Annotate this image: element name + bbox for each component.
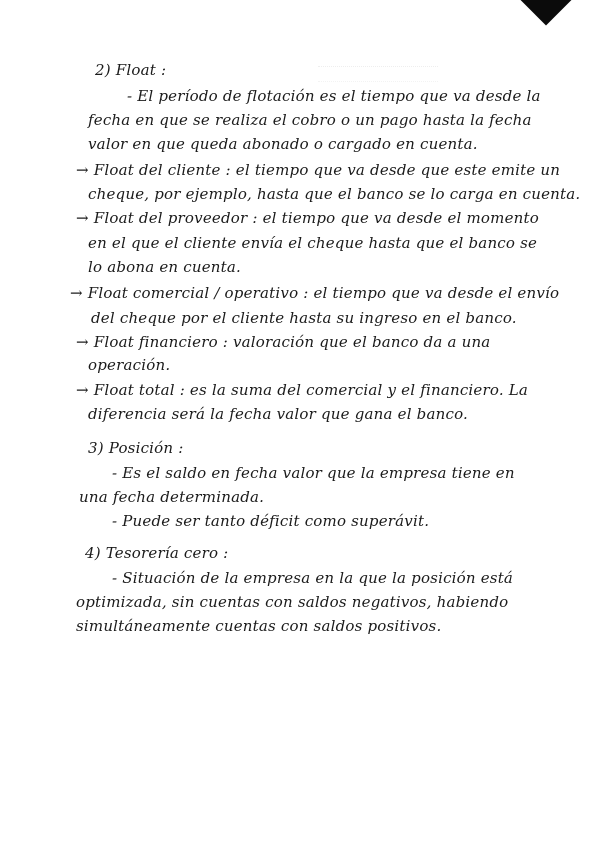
float-financiero-line-2: operación. (88, 356, 171, 374)
float-definition-line-1: - El período de flotación es el tiempo que va desde la (127, 87, 541, 105)
float-definition-line-3: valor en que queda abonado o cargado en cuenta. (88, 135, 478, 153)
section-2-heading: 2) Float : (95, 61, 167, 79)
float-financiero-line-1: → Float financiero : valoración que el banco da a una (76, 333, 491, 351)
posicion-line-2: una fecha determinada. (79, 488, 265, 506)
section-3-heading: 3) Posición : (88, 439, 184, 457)
float-cliente-line-2: cheque, por ejemplo, hasta que el banco se lo carga en cuenta. (88, 185, 581, 203)
section-4-heading: 4) Tesorería cero : (85, 544, 229, 562)
faint-bleed-through (318, 66, 438, 82)
tesoreria-cero-line-2: optimizada, sin cuentas con saldos negativos, habiendo (76, 593, 509, 611)
posicion-line-1: - Es el saldo en fecha valor que la empresa tiene en (112, 464, 515, 482)
float-proveedor-line-1: → Float del proveedor : el tiempo que va desde el momento (76, 209, 539, 227)
page-corner-mark (521, 0, 572, 25)
float-proveedor-line-3: lo abona en cuenta. (88, 258, 241, 276)
tesoreria-cero-line-3: simultáneamente cuentas con saldos positivos. (76, 617, 442, 635)
float-comercial-line-1: → Float comercial / operativo : el tiempo que va desde el envío (70, 284, 560, 302)
posicion-line-3: - Puede ser tanto déficit como superávit. (112, 512, 430, 530)
float-definition-line-2: fecha en que se realiza el cobro o un pago hasta la fecha (88, 111, 532, 129)
float-cliente-line-1: → Float del cliente : el tiempo que va desde que este emite un (76, 161, 561, 179)
float-total-line-2: diferencia será la fecha valor que gana el banco. (88, 405, 469, 423)
tesoreria-cero-line-1: - Situación de la empresa en la que la posición está (112, 569, 514, 587)
float-total-line-1: → Float total : es la suma del comercial y el financiero. La (76, 381, 529, 399)
float-comercial-line-2: del cheque por el cliente hasta su ingreso en el banco. (91, 309, 517, 327)
float-proveedor-line-2: en el que el cliente envía el cheque hasta que el banco se (88, 234, 538, 252)
